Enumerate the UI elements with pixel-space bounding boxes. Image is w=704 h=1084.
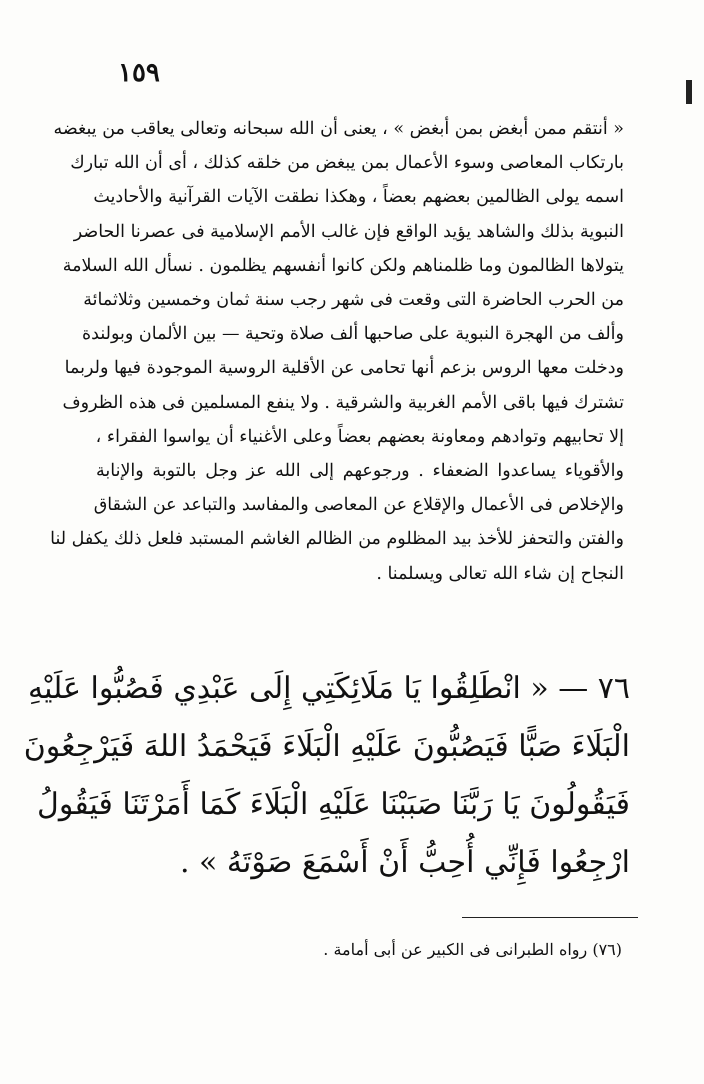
- body-line: تشترك فيها باقى الأمم الغربية والشرقية . ولا ينفع المسلمين فى هذه الظروف: [62, 392, 624, 413]
- hadith-line: فَيَقُولُونَ يَا رَبَّنَا صَبَبْنَا عَلَيْهِ الْبَلَاءَ كَمَا أَمَرْتَنَا فَيَقُولُ: [37, 787, 630, 822]
- hadith-block: [23, 660, 630, 892]
- footnote-divider: [462, 917, 638, 918]
- body-line: إلا تحابيهم وتوادهم ومعاونة بعضهم بعضاً وعلى الأغنياء أن يواسوا الفقراء ،: [95, 426, 624, 447]
- hadith-line: ٧٦ — « انْطَلِقُوا يَا مَلَائِكَتِي إِلَى عَبْدِي فَصُبُّوا عَلَيْهِ: [28, 671, 630, 706]
- hadith-line: ارْجِعُوا فَإِنِّي أُحِبُّ أَنْ أَسْمَعَ صَوْتَهُ » .: [179, 845, 630, 880]
- body-line: وألف من الهجرة النبوية على صاحبها ألف صلاة وتحية — بين الألمان وبولندة: [82, 324, 624, 345]
- body-line: من الحرب الحاضرة التى وقعت فى شهر رجب سنة ثمان وخمسين وثلاثمائة: [83, 290, 624, 311]
- body-line: النجاح إن شاء الله تعالى ويسلمنا .: [376, 563, 624, 584]
- hadith-line: الْبَلَاءَ صَبًّا فَيَصُبُّونَ عَلَيْهِ الْبَلَاءَ فَيَحْمَدُ اللهَ فَيَرْجِعُونَ: [23, 729, 630, 764]
- body-line: ودخلت معها الروس بزعم أنها تحامى عن الأقلية الروسية الموجودة فيها ولربما: [64, 358, 624, 379]
- commentary-paragraph: [50, 112, 624, 591]
- body-line: يتولاها الظالمون وما ظلمناهم ولكن كانوا أنفسهم يظلمون . نسأل الله السلامة: [62, 255, 624, 276]
- body-line: والإخلاص فى الأعمال والإقلاع عن المعاصى والمفاسد والتباعد عن الشقاق: [93, 495, 624, 516]
- page-number: ١٥٩: [118, 58, 160, 88]
- body-line: والأقوياء يساعدوا الضعفاء . ورجوعهم إلى الله عز وجل بالتوبة والإنابة: [96, 461, 624, 482]
- footnote: (٧٦) رواه الطبرانى فى الكبير عن أبى أمامة .: [323, 940, 622, 959]
- body-line: النبوية بذلك والشاهد يؤيد الواقع فإن غالب الأمم الإسلامية فى عصرنا الحاضر: [73, 221, 624, 242]
- body-line: بارتكاب المعاصى وسوء الأعمال بمن يبغض من خلقه كذلك ، أى أن الله تبارك: [70, 153, 624, 174]
- body-line: اسمه يولى الظالمين بعضهم بعضاً ، وهكذا نطقت الآيات القرآنية والأحاديث: [93, 187, 624, 208]
- scan-edge-mark: [686, 80, 692, 104]
- body-line: والفتن والتحفز للأخذ بيد المظلوم من الظالم الغاشم المستبد فلعل ذلك يكفل لنا: [50, 529, 624, 550]
- body-line: « أنتقم ممن أبغض بمن أبغض » ، يعنى أن الله سبحانه وتعالى يعاقب من يبغضه: [53, 119, 624, 139]
